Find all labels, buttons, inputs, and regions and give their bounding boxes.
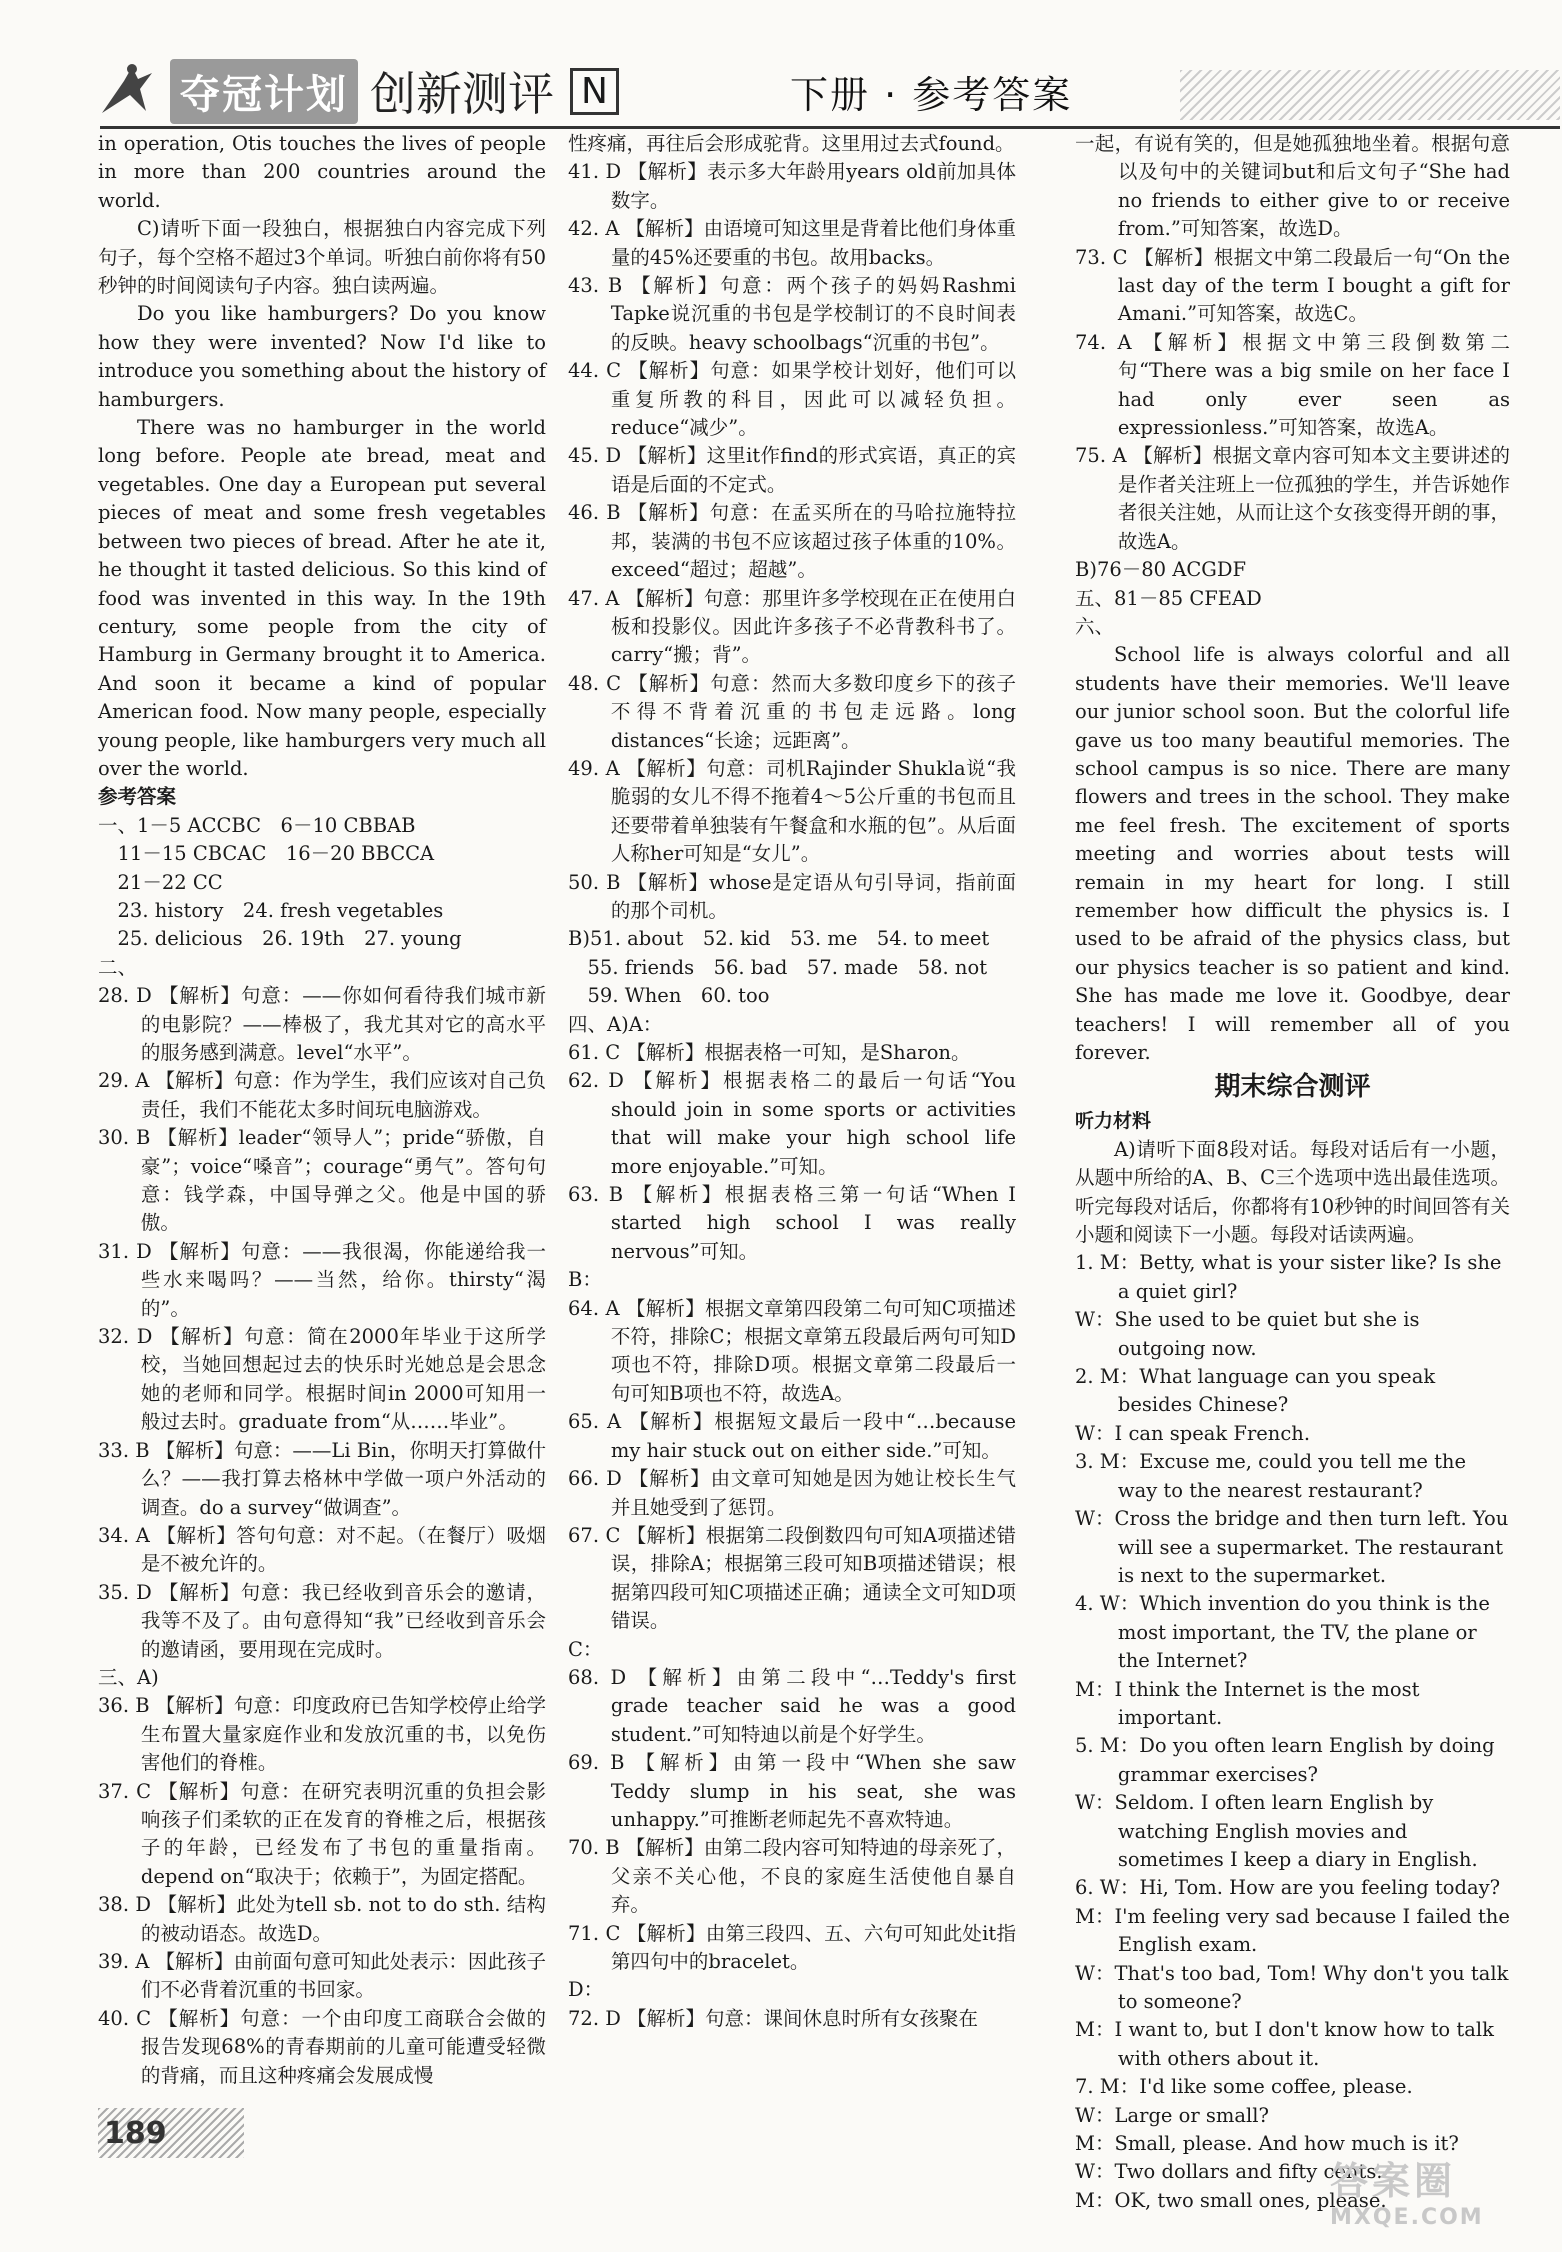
header-decoration — [1180, 70, 1560, 120]
answer-line: 46. B 【解析】句意：在孟买所在的马哈拉施特拉邦，装满的书包不应该超过孩子体重的10%。exceed“超过；超越”。 — [568, 501, 1016, 582]
dialog-line: M：I want to, but I don't know how to talk with others about it. — [1075, 2018, 1494, 2070]
answer-line: B)51. about 52. kid 53. me 54. to meet — [568, 927, 990, 951]
answer-line: 三、A) — [98, 1665, 159, 1689]
answer-line: 74. A 【解析】根据文中第三段倒数第二句“There was a big smile on her face I had only ever seen as expressionless.”可知答案，故选A。 — [1075, 330, 1510, 440]
dialog-line: 1. M：Betty, what is your sister like? Is she a quiet girl? — [1075, 1251, 1502, 1303]
champion-figure-icon — [94, 61, 158, 121]
answer-line: C)请听下面一段独白，根据独白内容完成下列句子，每个空格不超过3个单词。听独白前你将有50秒钟的时间阅读句子内容。独白读两遍。 — [98, 217, 546, 298]
answer-line: 参考答案 — [98, 785, 177, 809]
dialog-line: M：OK, two small ones, please. — [1075, 2188, 1387, 2212]
answer-line: 72. D 【解析】句意：课间休息时所有女孩聚在 — [568, 2006, 979, 2030]
answer-line: 六、 — [1075, 614, 1115, 638]
answer-line: 43. B 【解析】句意：两个孩子的妈妈Rashmi Tapke说沉重的书包是学校制订的不良时间表的反映。heavy schoolbags“沉重的书包”。 — [568, 274, 1016, 354]
column-right — [1075, 130, 1510, 2215]
answer-line: in operation, Otis touches the lives of people in more than 200 countries around the world. — [98, 132, 546, 212]
answer-line: 21－22 CC — [98, 870, 223, 894]
answer-line: 五、81－85 CFEAD — [1075, 586, 1262, 610]
column-middle — [568, 130, 1016, 2033]
answer-line: 68. D 【解析】由第二段中“…Teddy's first grade teacher said he was a good student.”可知特迪以前是个好学生。 — [568, 1665, 1016, 1746]
answer-line: 31. D 【解析】句意：——我很渴，你能递给我一些水来喝吗？——当然，给你。thirsty“渴的”。 — [98, 1239, 546, 1320]
answer-line: D： — [568, 1978, 604, 2002]
dialog-list — [1075, 1249, 1510, 2215]
answer-line: 50. B 【解析】whose是定语从句引导词，指前面的那个司机。 — [568, 870, 1016, 922]
answer-line: 48. C 【解析】句意：然而大多数印度乡下的孩子不得不背着沉重的书包走远路。long distances“长途；远距离”。 — [568, 671, 1016, 752]
dialog-line: W：I can speak French. — [1075, 1421, 1311, 1445]
answer-line: 49. A 【解析】句意：司机Rajinder Shukla说“我脆弱的女儿不得不拖着4～5公斤重的书包而且还要带着单独装有午餐盒和水瓶的包”。从后面人称her可知是“女儿”。 — [568, 756, 1016, 866]
dialog-line: W：Seldom. I often learn English by watching English movies and sometimes I keep a diary in English. — [1075, 1791, 1478, 1871]
section-title: 期末综合测评 — [1214, 1072, 1371, 1103]
dialog-line: W：Two dollars and fifty cents. — [1075, 2160, 1383, 2184]
answer-line: 44. C 【解析】句意：如果学校计划好，他们可以重复所教的科目，因此可以减轻负担。reduce“减少”。 — [568, 359, 1016, 440]
page-number: 189 — [98, 2108, 244, 2158]
answer-line: 性疼痛，再往后会形成驼背。这里用过去式found。 — [568, 132, 1015, 155]
answer-line: 40. C 【解析】句意：一个由印度工商联合会做的报告发现68%的青春期前的儿童可能遭受轻微的背痛，而且这种疼痛会发展成慢 — [98, 2006, 546, 2087]
answer-line: 30. B 【解析】leader“领导人”；pride“骄傲，自豪”；voice“嗓音”；courage“勇气”。答句句意：钱学森，中国导弹之父。他是中国的骄傲。 — [98, 1126, 546, 1235]
dialog-line: W：Cross the bridge and then turn left. You will see a supermarket. The restaurant is next to the supermarket. — [1075, 1507, 1509, 1587]
answer-line: 一起，有说有笑的，但是她孤独地坐着。根据句意以及句中的关键词but和后文句子“She had no friends to either give to or receive from.”可知答案，故选D。 — [1075, 132, 1510, 241]
brand-name: 夺冠计划 — [170, 59, 358, 124]
answer-line: B)76－80 ACGDF — [1075, 558, 1247, 582]
dialog-line: M：Small, please. And how much is it? — [1075, 2132, 1459, 2156]
answer-line: 45. D 【解析】这里it作find的形式宾语，真正的宾语是后面的不定式。 — [568, 444, 1016, 496]
answer-line: 37. C 【解析】句意：在研究表明沉重的负担会影响孩子们柔软的正在发育的脊椎之后，根据孩子的年龄，已经发布了书包的重量指南。depend on“取决于；依赖于”，为固定搭配。 — [98, 1779, 546, 1888]
answer-line: 35. D 【解析】句意：我已经收到音乐会的邀请，我等不及了。由句意得知“我”已经收到音乐会的邀请函，要用现在完成时。 — [98, 1580, 546, 1661]
answer-line: 41. D 【解析】表示多大年龄用years old前加具体数字。 — [568, 160, 1016, 212]
dialog-line: W：That's too bad, Tom! Why don't you talk to someone? — [1075, 1961, 1509, 2013]
answer-line: 11－15 CBCAC 16－20 BBCCA — [98, 842, 435, 866]
answer-line: School life is always colorful and all students have their memories. We'll leave our junior school soon. But the colorful life gave us too many beautiful memories. The school campus is so nice. There are many flowers and trees in the school. They make me feel fresh. The excitement of sports meeting and worries about tests will remain in my heart for long. I still remember how difficult the physics is. I used to be afraid of the physics class, but our physics teacher is so patient and kind. She has made me love it. Goodbye, dear teachers! I will remember all of you forever. — [1075, 643, 1510, 1064]
header-rule — [100, 126, 1560, 129]
answer-line: 47. A 【解析】句意：那里许多学校现在正在使用白板和投影仪。因此许多孩子不必背教科书了。carry“搬；背”。 — [568, 586, 1016, 667]
answer-line: 75. A 【解析】根据文章内容可知本文主要讲述的是作者关注班上一位孤独的学生，并告诉她作者很关注她，从而让这个女孩变得开朗的事，故选A。 — [1075, 444, 1510, 553]
dialog-line: W：Large or small? — [1075, 2103, 1269, 2127]
watermark — [1330, 2150, 1555, 2246]
dialog-line: 4. W：Which invention do you think is the most important, the TV, the plane or the Internet? — [1075, 1592, 1490, 1673]
answer-line: 69. B 【解析】由第一段中“When she saw Teddy slump in his seat, she was unhappy.”可推断老师起先不喜欢特迪。 — [568, 1751, 1016, 1831]
answer-line: 71. C 【解析】由第三段四、五、六句可知此处it指第四句中的bracelet。 — [568, 1921, 1016, 1973]
answer-line: 38. D 【解析】此处为tell sb. not to do sth. 结构的被动语态。故选D。 — [98, 1893, 546, 1945]
section-subtitle: 听力材料 — [1075, 1110, 1152, 1133]
answer-line: Do you like hamburgers? Do you know how they were invented? Now I'd like to introduce you something about the history of hamburgers. — [98, 302, 546, 411]
answer-line: 一、1－5 ACCBC 6－10 CBBAB — [98, 813, 416, 837]
dialog-line: 2. M：What language can you speak besides Chinese? — [1075, 1365, 1436, 1417]
page-title: 下册 · 参考答案 — [790, 73, 1073, 117]
publisher-logo — [94, 58, 619, 124]
answers-continued — [1075, 130, 1510, 1067]
dialog-line: 5. M：Do you often learn English by doing grammar exercises? — [1075, 1734, 1495, 1786]
dialog-line: W：She used to be quiet but she is outgoing now. — [1075, 1308, 1420, 1360]
edition-badge: N — [570, 68, 619, 115]
listening-instructions: A)请听下面8段对话。每段对话后有一小题，从题中所给的A、B、C三个选项中选出最佳选项。听完每段对话后，你都将有10秒钟的时间回答有关小题和阅读下一小题。每段对话读两遍。 — [1075, 1137, 1510, 1247]
answer-line: 70. B 【解析】由第二段内容可知特迪的母亲死了，父亲不关心他，不良的家庭生活使他自暴自弃。 — [568, 1836, 1016, 1917]
answer-line: 64. A 【解析】根据文章第四段第二句可知C项描述不符，排除C；根据文章第五段最后两句可知D项也不符，排除D项。根据文章第二段最后一句可知B项也不符，故选A。 — [568, 1296, 1016, 1405]
answer-line: 66. D 【解析】由文章可知她是因为她让校长生气并且她受到了惩罚。 — [568, 1467, 1016, 1519]
answer-line: B： — [568, 1268, 602, 1292]
answer-line: 33. B 【解析】句意：——Li Bin，你明天打算做什么？——我打算去格林中学做一项户外活动的调查。do a survey“做调查”。 — [98, 1438, 546, 1519]
page-header — [0, 0, 1562, 128]
answer-line: 42. A 【解析】由语境可知这里是背着比他们身体重量的45%还要重的书包。故用backs。 — [568, 217, 1016, 269]
answer-line: 65. A 【解析】根据短文最后一段中“…because my hair stuck out on either side.”可知。 — [568, 1410, 1016, 1462]
answer-line: 62. D 【解析】根据表格二的最后一句话“You should join in some sports or activities that will make your high school life more enjoyable.”可知。 — [568, 1069, 1016, 1178]
answer-line: 36. B 【解析】句意：印度政府已告知学校停止给学生布置大量家庭作业和发放沉重的书，以免伤害他们的脊椎。 — [98, 1694, 546, 1775]
answer-line: 34. A 【解析】答句句意：对不起。（在餐厅）吸烟是不被允许的。 — [98, 1523, 546, 1576]
answer-line: 23. history 24. fresh vegetables — [98, 898, 444, 922]
dialog-line: 6. W：Hi, Tom. How are you feeling today? — [1075, 1876, 1501, 1900]
watermark-url: MXQE.COM — [1330, 2205, 1484, 2230]
answer-line: 67. C 【解析】根据第二段倒数四句可知A项描述错误，排除A；根据第三段可知B项描述错误；根据第四段可知C项描述正确；通读全文可知D项错误。 — [568, 1523, 1016, 1633]
answer-line: C： — [568, 1637, 603, 1661]
answer-line: 73. C 【解析】根据文中第二段最后一句“On the last day of the term I bought a gift for Amani.”可知答案，故选C。 — [1075, 245, 1510, 326]
dialog-line: M：I think the Internet is the most important. — [1075, 1677, 1420, 1729]
dialog-line: 7. M：I'd like some coffee, please. — [1075, 2075, 1413, 2099]
answer-line: 29. A 【解析】句意：作为学生，我们应该对自己负责任，我们不能花太多时间玩电脑游戏。 — [98, 1069, 546, 1121]
answer-line: 28. D 【解析】句意：——你如何看待我们城市新的电影院？——棒极了，我尤其对它的高水平的服务感到满意。level“水平”。 — [98, 984, 546, 1064]
series-name: 创新测评 — [370, 67, 554, 121]
answer-line: 32. D 【解析】句意：简在2000年毕业于这所学校，当她回想起过去的快乐时光她总是会思念她的老师和同学。根据时间in 2000可知用一般过去时。graduate from“从……毕业”。 — [98, 1325, 546, 1434]
answer-line: 63. B 【解析】根据表格三第一句话“When I started high school I was really nervous”可知。 — [568, 1183, 1016, 1263]
answer-line: 61. C 【解析】根据表格一可知，是Sharon。 — [568, 1041, 971, 1064]
answer-line: 55. friends 56. bad 57. made 58. not — [568, 955, 988, 979]
answer-line: 二、 — [98, 955, 138, 979]
answer-line: 四、A)A： — [568, 1012, 663, 1036]
answer-line: 25. delicious 26. 19th 27. young — [98, 927, 462, 951]
dialog-line: M：I'm feeling very sad because I failed the English exam. — [1075, 1904, 1510, 1957]
watermark-text: 答案圈 — [1330, 2159, 1457, 2203]
answer-line: 59. When 60. too — [568, 984, 770, 1008]
column-left — [98, 130, 546, 2090]
dialog-line: 3. M：Excuse me, could you tell me the way to the nearest restaurant? — [1075, 1450, 1467, 1502]
answer-line: 39. A 【解析】由前面句意可知此处表示：因此孩子们不必背着沉重的书回家。 — [98, 1950, 546, 2002]
answer-line: There was no hamburger in the world long before. People ate bread, meat and vegetables. One day a European put several pieces of meat and some fresh vegetables between two pieces of bread. After he ate it, he thought it tasted delicious. So this kind of food was invented in this way. In the 19th century, some people from the city of Hamburg in Germany brought it to America. And soon it became a kind of popular American food. Now many people, especially young people, like hamburgers very much all over the world. — [98, 416, 546, 780]
